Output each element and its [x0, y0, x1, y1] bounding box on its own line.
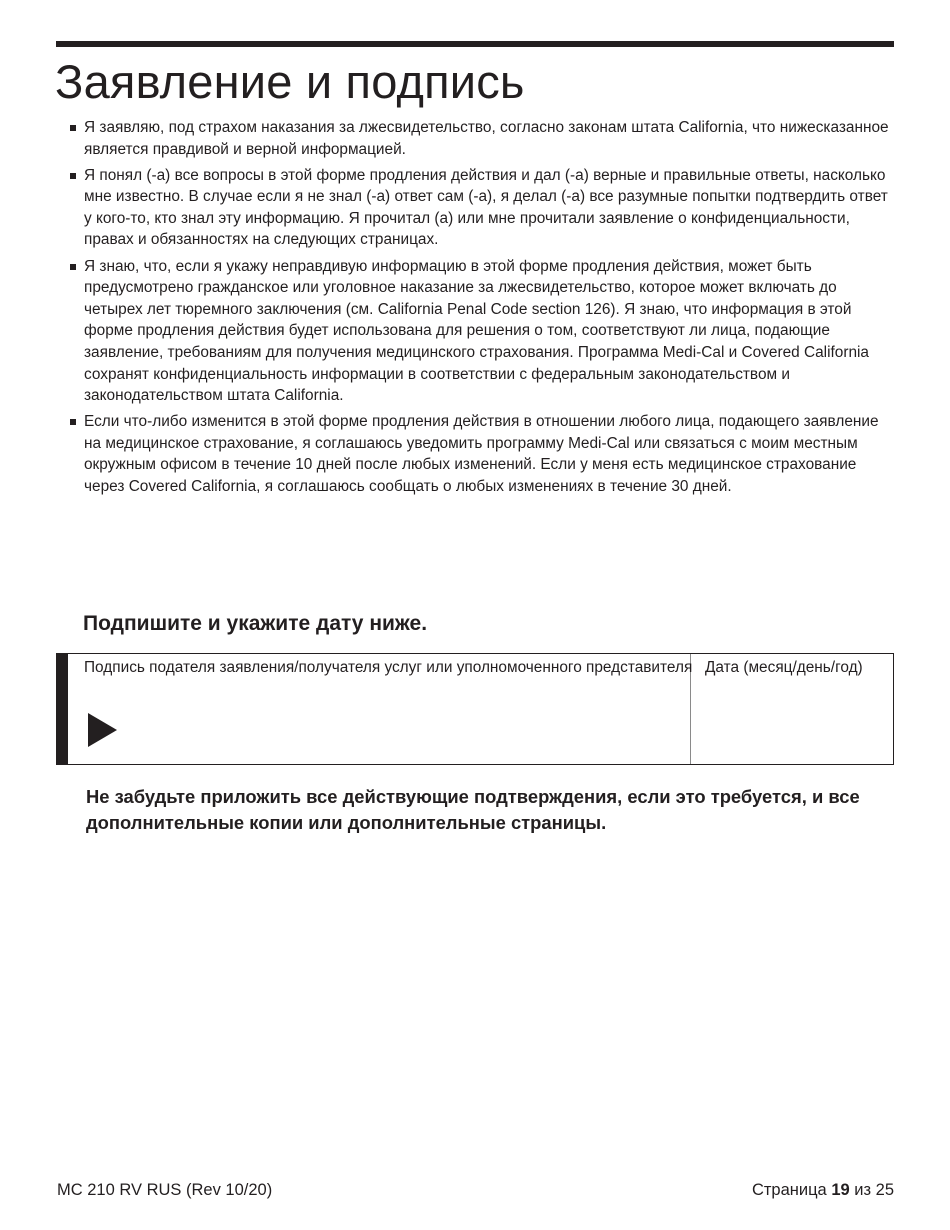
statement-item — [70, 411, 890, 497]
statement-list — [70, 117, 890, 502]
sign-here-arrow-icon — [88, 713, 117, 747]
statement-item — [70, 256, 890, 407]
statement-text: Я понял (-а) все вопросы в этой форме продления действия и дал (-а) верные и правильные ответы, насколько мне известно. В случае если я не знал (-а) ответ сам (-а), я делал (-а) все разумные попытки подтвердить ответ у кого-то, кто знал эту информацию. Я прочитал (а) или мне прочитали заявление о конфиденциальности, правах и обязанностях на следующих страницах. — [84, 166, 888, 249]
page-number: 19 — [831, 1181, 850, 1199]
sign-heading: Подпишите и укажите дату ниже. — [83, 612, 428, 635]
square-bullet-icon — [70, 173, 76, 179]
top-rule — [56, 41, 894, 47]
statement-text: Я знаю, что, если я укажу неправдивую информацию в этой форме продления действия, может быть предусмотрено гражданское или уголовное наказание за лжесвидетельство, которое может включать до четырех лет тюремного заключения (см. California Penal Code section 126). Я знаю, что информация в этой форме продления действия будет использована для решения о том, соответствуют ли лица, подающие заявление, требованиям для получения медицинского страхования. Программа Medi-Cal и Covered California сохранят конфиденциальность информации в соответствии с федеральным законодательством и законодательством штата California. — [84, 257, 869, 405]
signature-table — [56, 653, 894, 765]
reminder-text-end: , если это требуется, и все дополнительные копии или дополнительные страницы. — [86, 786, 860, 833]
reminder-emphasis: действующие подтверждения — [342, 786, 618, 807]
page-title: Заявление и подпись — [55, 55, 525, 108]
page-total: 25 — [875, 1181, 894, 1199]
page-separator: из — [849, 1181, 876, 1199]
date-label: Дата (месяц/день/год) — [705, 659, 863, 676]
signature-label: Подпись подателя заявления/получателя услуг или уполномоченного представителя — [84, 659, 693, 676]
signature-field[interactable] — [68, 654, 691, 764]
attachment-reminder — [86, 784, 906, 835]
page-prefix: Страница — [751, 1181, 832, 1199]
signature-accent-bar — [57, 654, 68, 764]
square-bullet-icon — [70, 125, 76, 131]
square-bullet-icon — [70, 419, 76, 425]
square-bullet-icon — [70, 264, 76, 270]
page-indicator — [752, 1180, 894, 1200]
reminder-text-start: Не забудьте приложить все — [86, 786, 343, 807]
statement-item — [70, 165, 890, 251]
form-id: MC 210 RV RUS (Rev 10/20) — [57, 1181, 273, 1199]
statement-text: Если что-либо изменится в этой форме продления действия в отношении любого лица, подающего заявление на медицинское страхование, я соглашаюсь уведомить программу Medi-Cal или связаться с моим местным окружным офисом в течение 10 дней после любых изменений. Если у меня есть медицинское страхование через Covered California, я соглашаюсь сообщать о любых изменениях в течение 30 дней. — [84, 413, 879, 495]
statement-text: Я заявляю, под страхом наказания за лжесвидетельство, согласно законам штата California, что нижесказанное является правдивой и верной информацией. — [84, 119, 889, 158]
date-field[interactable] — [691, 654, 893, 764]
statement-item — [70, 117, 890, 160]
